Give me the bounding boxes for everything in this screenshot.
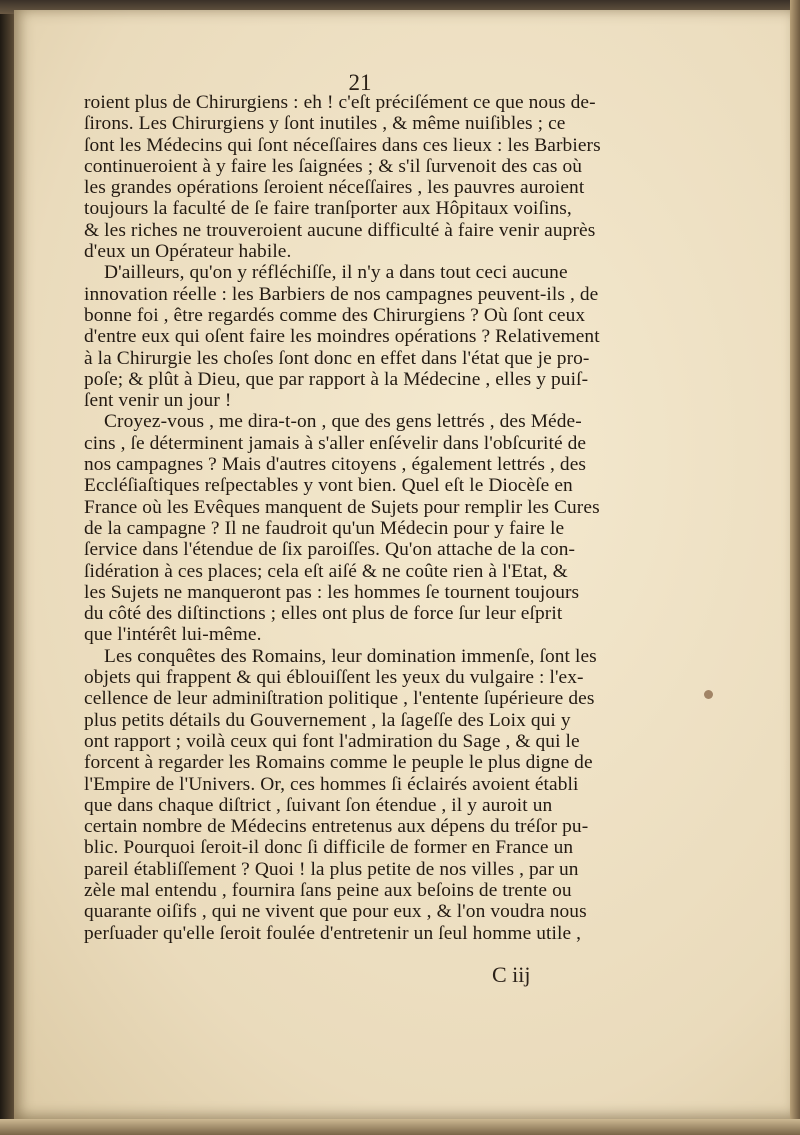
text-line: & les riches ne trouveroient aucune difficulté à faire venir auprès [84, 219, 596, 241]
text-line: poſe; & plût à Dieu, que par rapport à la Médecine , elles y puiſ- [84, 368, 589, 390]
text-line: D'ailleurs, qu'on y réfléchiſſe, il n'y a dans tout ceci aucune [104, 262, 568, 284]
text-line: toujours la faculté de ſe faire tranſporter aux Hôpitaux voiſins, [84, 198, 572, 220]
page-number: 21 [348, 70, 372, 95]
text-line: plus petits détails du Gouvernement , la ſageſſe des Loix qui y [84, 709, 571, 731]
text-line: ſont les Médecins qui ſont néceſſaires dans ces lieux : les Barbiers [84, 134, 601, 156]
text-line: cins , ſe déterminent jamais à s'aller enſévelir dans l'obſcurité de [84, 432, 587, 454]
text-line: ſervice dans l'étendue de ſix paroiſſes. Qu'on attache de la con- [84, 539, 576, 561]
text-line: les grandes opérations ſeroient néceſſaires , les pauvres auroient [84, 177, 585, 199]
text-line: les Sujets ne manqueront pas : les hommes ſe tournent toujours [84, 581, 580, 603]
text-line: Les conquêtes des Romains, leur domination immenſe, ſont les [104, 645, 597, 667]
page-stain [704, 690, 713, 699]
text-line: zèle mal entendu , fournira ſans peine aux beſoins de trente ou [84, 879, 572, 901]
text-line: objets qui frappent & qui éblouiſſent les yeux du vulgaire : l'ex- [84, 667, 584, 689]
text-line: certain nombre de Médecins entretenus aux dépens du tréſor pu- [84, 816, 589, 838]
text-line: ſidération à ces places; cela eſt aiſé & ne coûte rien à l'Etat, & [84, 560, 568, 582]
text-line: Croyez-vous , me dira-t-on , que des gens lettrés , des Méde- [104, 411, 582, 433]
text-line: continueroient à y faire les ſaignées ; & s'il ſurvenoit des cas où [84, 155, 583, 177]
text-line: ſent venir un jour ! [84, 390, 232, 412]
text-line: bonne foi , être regardés comme des Chirurgiens ? Où ſont ceux [84, 304, 586, 326]
text-line: France où les Evêques manquent de Sujets pour remplir les Cures [84, 496, 600, 518]
text-line: du côté des diſtinctions ; elles ont plus de force ſur leur eſprit [84, 603, 563, 625]
text-line: que dans chaque diſtrict , ſuivant ſon étendue , il y auroit un [84, 794, 553, 816]
text-line: ſirons. Les Chirurgiens y ſont inutiles , & même nuiſibles ; ce [84, 113, 566, 135]
text-line: cellence de leur adminiſtration politique , l'entente ſupérieure des [84, 688, 595, 710]
text-line: que l'intérêt lui-même. [84, 624, 262, 646]
page-right-edge [790, 0, 800, 1135]
text-line: l'Empire de l'Univers. Or, ces hommes ſi éclairés avoient établi [84, 773, 579, 795]
body-text [84, 92, 629, 944]
text-line: quarante oiſifs , qui ne vivent que pour eux , & l'on voudra nous [84, 901, 587, 923]
text-line: Eccléſiaſtiques reſpectables y vont bien. Quel eſt le Diocèſe en [84, 475, 573, 497]
page-bottom-edge [0, 1119, 800, 1135]
text-line: d'entre eux qui oſent faire les moindres opérations ? Relativement [84, 326, 600, 348]
text-line: pareil établiſſement ? Quoi ! la plus petite de nos villes , par un [84, 858, 579, 880]
text-line: blic. Pourquoi ſeroit-il donc ſi difficile de former en France un [84, 837, 574, 859]
text-line: ont rapport ; voilà ceux qui font l'admiration du Sage , & qui le [84, 730, 580, 752]
text-line: à la Chirurgie les choſes ſont donc en effet dans l'état que je pro- [84, 347, 590, 369]
signature-mark: C iij [492, 962, 531, 987]
text-line: perſuader qu'elle ſeroit foulée d'entretenir un ſeul homme utile , [84, 922, 582, 944]
text-line: d'eux un Opérateur habile. [84, 241, 292, 263]
text-line: roient plus de Chirurgiens : eh ! c'eſt préciſément ce que nous de- [84, 92, 596, 113]
text-line: nos campagnes ? Mais d'autres citoyens , également lettrés , des [84, 454, 587, 476]
text-line: forcent à regarder les Romains comme le peuple le plus digne de [84, 752, 593, 774]
text-line: innovation réelle : les Barbiers de nos campagnes peuvent-ils , de [84, 283, 599, 305]
text-line: de la campagne ? Il ne faudroit qu'un Médecin pour y faire le [84, 517, 565, 539]
